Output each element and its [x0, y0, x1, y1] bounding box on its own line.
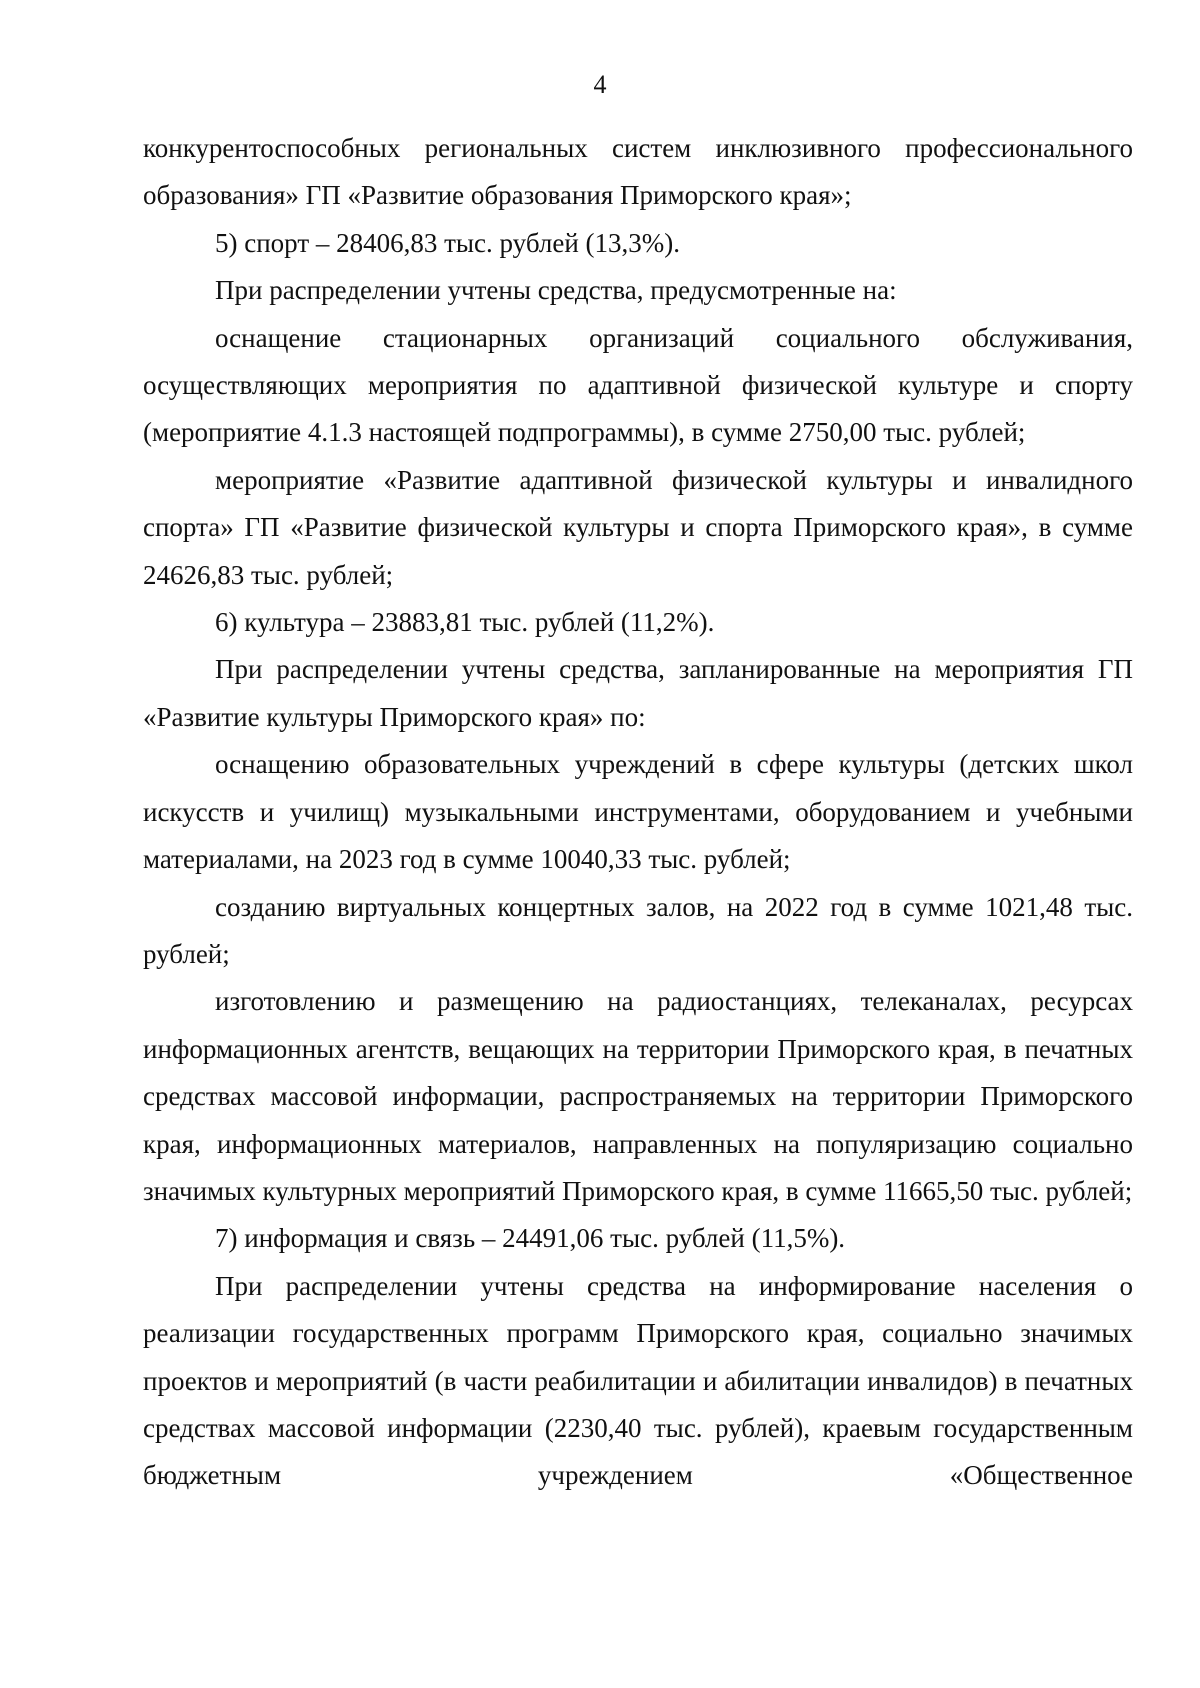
page-number: 4 [593, 70, 607, 99]
paragraph-6: 6) культура – 23883,81 тыс. рублей (11,2%). [215, 607, 715, 638]
paragraph-9: созданию виртуальных концертных залов, на 2022 год в сумме 1021,48 тыс. рублей; [143, 891, 1133, 969]
paragraph-11: 7) информация и связь – 24491,06 тыс. рублей (11,5%). [215, 1223, 846, 1254]
paragraph-7: При распределении учтены средства, запланированные на мероприятия ГП «Развитие культуры Приморского края» по: [143, 654, 1133, 732]
document-body [143, 125, 1133, 1500]
paragraph-3: При распределении учтены средства, предусмотренные на: [215, 275, 897, 306]
paragraph-4: оснащение стационарных организаций социального обслуживания, осуществляющих мероприятия по адаптивной физической культуре и спорту (мероприятие 4.1.3 настоящей подпрограммы), в сумме 2750,00 тыс. рублей; [143, 322, 1133, 448]
paragraph-2: 5) спорт – 28406,83 тыс. рублей (13,3%). [215, 227, 681, 258]
paragraph-5: мероприятие «Развитие адаптивной физической культуры и инвалидного спорта» ГП «Развитие физической культуры и спорта Приморского края», в сумме 24626,83 тыс. рублей; [143, 464, 1133, 590]
paragraph-8: оснащению образовательных учреждений в сфере культуры (детских школ искусств и училищ) музыкальными инструментами, оборудованием и учебными материалами, на 2023 год в сумме 10040,33 тыс. рублей; [143, 749, 1133, 875]
paragraph-10: изготовлению и размещению на радиостанциях, телеканалах, ресурсах информационных агентств, вещающих на территории Приморского края, в печатных средствах массовой информации, распространяемых на территории Приморского края, информационных материалов, направленных на популяризацию социально значимых культурных мероприятий Приморского края, в сумме 11665,50 тыс. рублей; [143, 986, 1133, 1206]
paragraph-12: При распределении учтены средства на информирование населения о реализации государственных программ Приморского края, социально значимых проектов и мероприятий (в части реабилитации и абилитации инвалидов) в печатных средствах массовой информации (2230,40 тыс. рублей), краевым государственным бюджетным учреждением «Общественное [143, 1270, 1133, 1491]
paragraph-1: конкурентоспособных региональных систем инклюзивного профессионального образования» ГП «Развитие образования Приморского края»; [143, 133, 1133, 211]
